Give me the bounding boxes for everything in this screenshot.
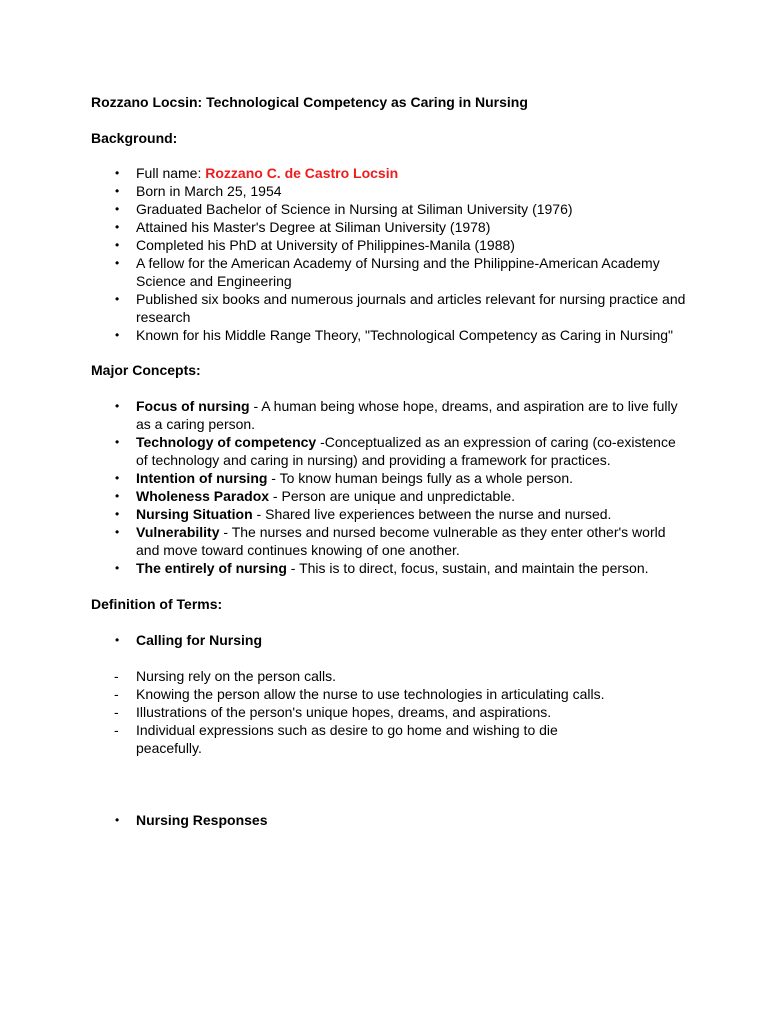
- list-item: [91, 200, 691, 218]
- bullet-icon: •: [115, 633, 120, 647]
- calling-for-nursing-label: Calling for Nursing: [136, 632, 262, 648]
- list-item-text: Nursing rely on the person calls.: [136, 668, 336, 684]
- list-item-text: Knowing the person allow the nurse to use technologies in articulating calls.: [136, 686, 605, 702]
- dash-icon: -: [114, 704, 119, 720]
- list-item-text: Completed his PhD at University of Philippines-Manila (1988): [136, 237, 515, 253]
- concept-description: - The nurses and nursed become vulnerable as they enter other's world and move toward continues knowing of one another.: [136, 524, 666, 558]
- list-item: [91, 218, 691, 236]
- list-item: [91, 469, 691, 487]
- calling-list: [91, 631, 691, 649]
- document-page: [91, 92, 691, 829]
- concept-description: - Shared live experiences between the nurse and nursed.: [252, 506, 612, 522]
- bullet-icon: •: [115, 507, 120, 521]
- list-item: [46, 721, 611, 757]
- list-item-text: Individual expressions such as desire to go home and wishing to die peacefully.: [136, 722, 558, 756]
- list-item-text: Born in March 25, 1954: [136, 183, 282, 199]
- bullet-icon: •: [115, 525, 120, 539]
- dash-icon: -: [114, 668, 119, 684]
- list-item: [46, 703, 611, 721]
- bullet-icon: •: [115, 292, 120, 306]
- list-item: [91, 487, 691, 505]
- bullet-icon: •: [115, 184, 120, 198]
- list-item-text: Attained his Master's Degree at Siliman University (1978): [136, 219, 491, 235]
- full-name-value: Rozzano C. de Castro Locsin: [205, 165, 399, 181]
- major-concepts-heading: Major Concepts:: [91, 362, 201, 378]
- bullet-icon: •: [115, 471, 120, 485]
- bullet-icon: •: [115, 166, 120, 180]
- concept-description: - A human being whose hope, dreams, and aspiration are to live fully as a caring person.: [136, 398, 678, 432]
- background-list: [91, 164, 691, 344]
- list-item: [91, 631, 691, 649]
- list-item: [91, 326, 691, 344]
- dash-icon: -: [114, 722, 119, 738]
- bullet-icon: •: [115, 561, 120, 575]
- bullet-icon: •: [115, 328, 120, 342]
- list-item: [91, 290, 691, 326]
- concept-term: Wholeness Paradox: [136, 488, 270, 504]
- bullet-icon: •: [115, 399, 120, 413]
- full-name-prefix: Full name:: [136, 165, 206, 181]
- dash-icon: -: [114, 686, 119, 702]
- list-item: [91, 254, 691, 290]
- document-title: Rozzano Locsin: Technological Competency as Caring in Nursing: [91, 94, 528, 110]
- list-item-text: Published six books and numerous journals and articles relevant for nursing practice and research: [136, 291, 686, 325]
- bullet-icon: •: [115, 813, 120, 827]
- list-item: [46, 685, 611, 703]
- concept-description: -Conceptualized as an expression of caring (co-existence of technology and caring in nursing) and providing a framework for practices.: [136, 434, 676, 468]
- calling-details-list: [46, 667, 691, 757]
- bullet-icon: •: [115, 435, 120, 449]
- concept-term: Nursing Situation: [136, 506, 253, 522]
- definition-of-terms-heading: Definition of Terms:: [91, 596, 223, 612]
- bullet-icon: •: [115, 489, 120, 503]
- bullet-icon: •: [115, 238, 120, 252]
- list-item: [91, 164, 691, 182]
- list-item: [91, 811, 691, 829]
- concept-term: The entirely of nursing: [136, 560, 287, 576]
- background-heading: Background:: [91, 130, 178, 146]
- list-item: [91, 523, 691, 559]
- concept-description: - Person are unique and unpredictable.: [269, 488, 515, 504]
- concept-description: - This is to direct, focus, sustain, and maintain the person.: [286, 560, 649, 576]
- nursing-responses-label: Nursing Responses: [136, 812, 268, 828]
- concept-term: Vulnerability: [136, 524, 220, 540]
- concept-term: Focus of nursing: [136, 398, 250, 414]
- list-item: [91, 505, 691, 523]
- list-item-text: Illustrations of the person's unique hopes, dreams, and aspirations.: [136, 704, 552, 720]
- list-item-text: Known for his Middle Range Theory, "Technological Competency as Caring in Nursing": [136, 327, 674, 343]
- bullet-icon: •: [115, 220, 120, 234]
- list-item: [91, 182, 691, 200]
- list-item: [91, 559, 691, 577]
- concept-term: Technology of competency: [136, 434, 317, 450]
- major-concepts-list: [91, 397, 691, 577]
- list-item: [91, 236, 691, 254]
- list-item-text: A fellow for the American Academy of Nursing and the Philippine-American Academy Science and Engineering: [136, 255, 660, 289]
- list-item: [91, 433, 691, 469]
- concept-description: - To know human beings fully as a whole person.: [267, 470, 574, 486]
- list-item-text: Graduated Bachelor of Science in Nursing at Siliman University (1976): [136, 201, 573, 217]
- bullet-icon: •: [115, 202, 120, 216]
- bullet-icon: •: [115, 256, 120, 270]
- concept-term: Intention of nursing: [136, 470, 268, 486]
- list-item: [46, 667, 611, 685]
- list-item: [91, 397, 691, 433]
- responses-list: [91, 811, 691, 829]
